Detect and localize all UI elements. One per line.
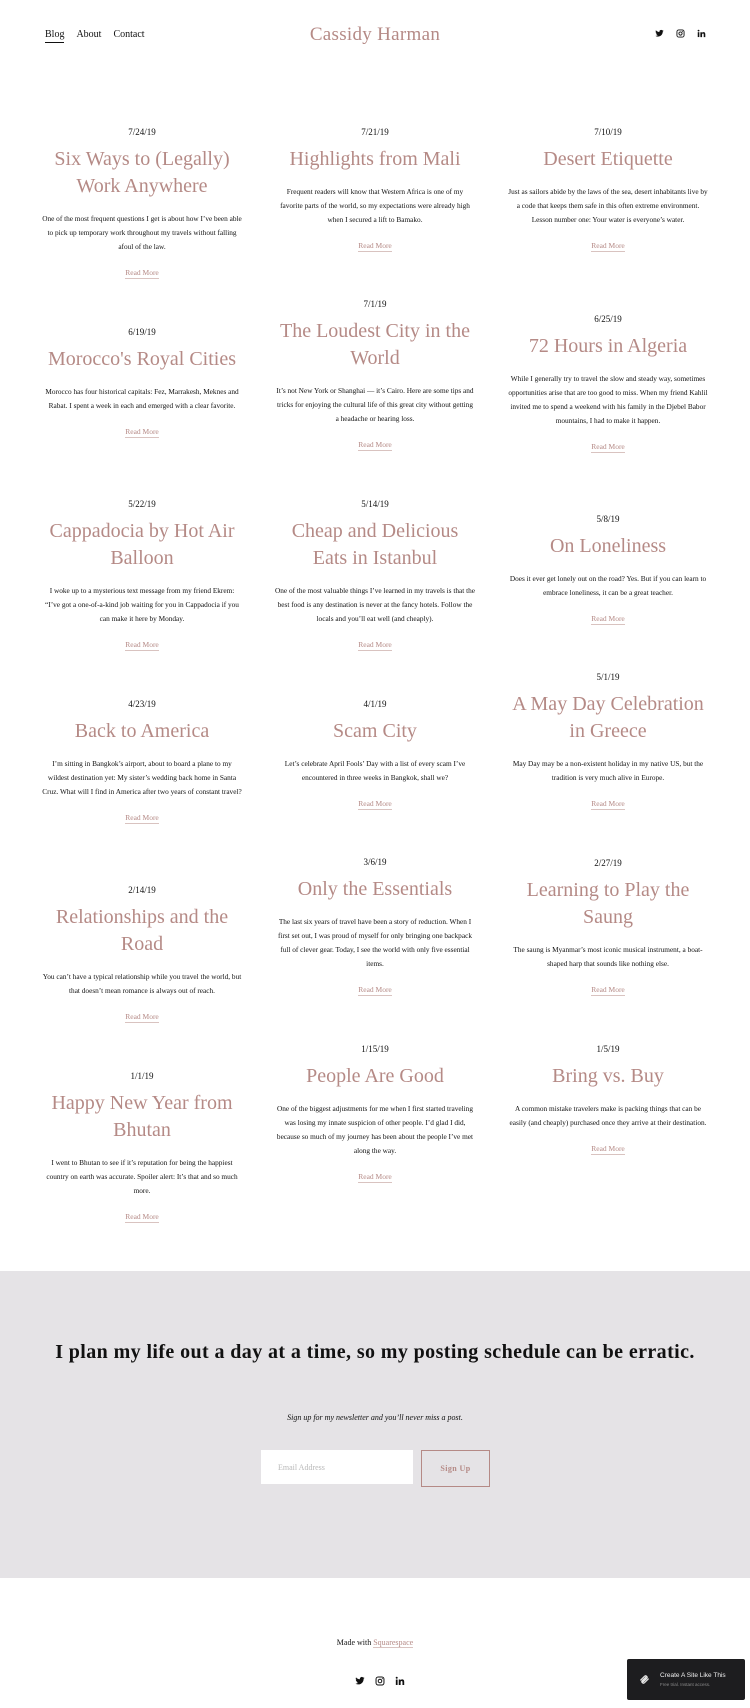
post-title[interactable]: Relationships and the Road <box>55 906 229 955</box>
post-title[interactable]: Six Ways to (Legally) Work Anywhere <box>54 148 230 197</box>
post-title[interactable]: On Loneliness <box>549 535 667 557</box>
blog-post <box>275 499 475 652</box>
blog-post <box>42 499 242 652</box>
post-excerpt: Just as sailors abide by the laws of the sea, desert inhabitants live by a code that keeps them safe in this often extreme environment. Lesson number one: Your water is everyone’s water. <box>508 187 708 224</box>
post-title[interactable]: Cappadocia by Hot Air Balloon <box>49 520 235 569</box>
post-excerpt: I went to Bhutan to see if it’s reputation for being the happiest country on earth was accurate. Spoiler alert: It’s that and so much more. <box>46 1158 238 1195</box>
made-with-label: Made with <box>336 1638 372 1647</box>
post-title[interactable]: Desert Etiquette <box>543 148 673 170</box>
read-more-link[interactable]: Read More <box>591 1144 625 1153</box>
post-excerpt: A common mistake travelers make is packing things that can be easily (and cheaply) purchased once they arrive at their destination. <box>509 1104 707 1127</box>
post-title[interactable]: Learning to Play the Saung <box>526 879 690 928</box>
post-excerpt: May Day may be a non-existent holiday in my native US, but the tradition is very much alive in Europe. <box>512 759 704 782</box>
post-title[interactable]: Bring vs. Buy <box>552 1065 664 1087</box>
blog-post <box>42 127 242 280</box>
post-title[interactable]: Back to America <box>74 720 210 742</box>
blog-post <box>42 327 242 439</box>
header-social-links <box>655 29 706 38</box>
post-title[interactable]: Only the Essentials <box>297 878 453 900</box>
read-more-link[interactable]: Read More <box>125 1012 159 1021</box>
blog-post <box>275 299 475 452</box>
post-date: 4/23/19 <box>128 699 156 709</box>
squarespace-logo-icon <box>638 1673 651 1686</box>
post-title[interactable]: A May Day Celebration in Greece <box>512 693 704 742</box>
read-more-link[interactable]: Read More <box>358 440 392 449</box>
newsletter-section <box>0 1271 750 1578</box>
post-date: 7/24/19 <box>128 127 156 137</box>
footer-social-links <box>355 1676 405 1686</box>
site-title[interactable]: Cassidy Harman <box>309 24 441 45</box>
nav-about[interactable]: About <box>76 29 102 40</box>
post-date: 7/1/19 <box>363 299 387 309</box>
post-excerpt: One of the most valuable things I’ve learned in my travels is that the best food is any destination is never at the fancy hotels. Follow the locals and you’ll eat well (and cheaply). <box>275 586 476 623</box>
post-excerpt: One of the most frequent questions I get is about how I’ve been able to pick up temporary work throughout my travels without falling afoul of the law. <box>42 214 242 251</box>
linkedin-icon[interactable] <box>697 29 706 38</box>
post-excerpt: Frequent readers will know that Western Africa is one of my favorite parts of the world, so my expectations were already high when I secured a lift to Bamako. <box>280 187 470 224</box>
post-date: 1/5/19 <box>596 1044 620 1054</box>
newsletter-heading: I plan my life out a day at a time, so my posting schedule can be erratic. <box>55 1341 695 1363</box>
post-date: 6/25/19 <box>594 314 622 324</box>
blog-post <box>275 857 475 997</box>
blog-post <box>508 514 708 626</box>
blog-post <box>275 1044 475 1184</box>
blog-post <box>508 1044 708 1156</box>
blog-post <box>275 127 475 253</box>
blog-post <box>275 699 475 811</box>
read-more-link[interactable]: Read More <box>358 640 392 649</box>
post-date: 2/27/19 <box>594 858 622 868</box>
read-more-link[interactable]: Read More <box>591 799 625 808</box>
squarespace-link[interactable]: Squarespace <box>373 1638 414 1647</box>
post-date: 6/19/19 <box>128 327 156 337</box>
blog-post <box>42 885 242 1024</box>
post-date: 3/6/19 <box>363 857 387 867</box>
post-title[interactable]: Scam City <box>333 720 417 742</box>
post-date: 7/21/19 <box>361 127 389 137</box>
read-more-link[interactable]: Read More <box>125 427 159 436</box>
blog-post <box>42 699 242 825</box>
badge-title: Create A Site Like This <box>660 1672 726 1679</box>
post-title[interactable]: Highlights from Mali <box>289 148 461 170</box>
post-date: 5/8/19 <box>596 514 620 524</box>
post-title[interactable]: Happy New Year from Bhutan <box>51 1092 233 1141</box>
read-more-link[interactable]: Read More <box>125 640 159 649</box>
post-date: 5/22/19 <box>128 499 156 509</box>
post-date: 5/14/19 <box>361 499 389 509</box>
post-title[interactable]: 72 Hours in Algeria <box>528 335 688 357</box>
post-excerpt: Morocco has four historical capitals: Fez, Marrakesh, Meknes and Rabat. I spent a week in each and emerged with a clear favorite. <box>45 387 239 410</box>
post-title[interactable]: Cheap and Delicious Eats in Istanbul <box>291 520 459 569</box>
read-more-link[interactable]: Read More <box>591 442 625 451</box>
read-more-link[interactable]: Read More <box>125 268 159 277</box>
post-date: 4/1/19 <box>363 699 387 709</box>
post-excerpt: I’m sitting in Bangkok’s airport, about to board a plane to my wildest destination yet: My sister’s wedding back home in Santa Cruz. What will I find in America after two years of constant travel? <box>42 759 242 796</box>
twitter-icon[interactable] <box>655 29 664 38</box>
badge-subtitle: Free trial. Instant access. <box>660 1682 711 1687</box>
post-title[interactable]: The Loudest City in the World <box>280 320 470 369</box>
post-excerpt: It’s not New York or Shanghai — it’s Cairo. Here are some tips and tricks for enjoying the cultural life of this great city without getting a headache or hearing loss. <box>276 386 474 423</box>
blog-post <box>42 1071 242 1224</box>
email-input[interactable] <box>261 1450 413 1484</box>
sign-up-button[interactable]: Sign Up <box>421 1450 490 1487</box>
read-more-link[interactable]: Read More <box>591 985 625 994</box>
post-excerpt: The last six years of travel have been a story of reduction. When I first set out, I was proud of myself for only bringing one backpack full of clever gear. Today, I see the world with only five essential items. <box>278 917 472 968</box>
post-title[interactable]: Morocco's Royal Cities <box>47 348 237 370</box>
blog-post <box>508 127 708 253</box>
instagram-icon[interactable] <box>676 29 685 38</box>
twitter-icon[interactable] <box>355 1676 365 1686</box>
read-more-link[interactable]: Read More <box>125 813 159 822</box>
read-more-link[interactable]: Read More <box>358 1172 392 1181</box>
post-excerpt: I woke up to a mysterious text message from my friend Ekrem: “I’ve got a one-of-a-kind job waiting for you in Cappadocia if you can make it here by Monday. <box>45 586 239 623</box>
linkedin-icon[interactable] <box>395 1676 405 1686</box>
nav-blog[interactable]: Blog <box>45 29 64 43</box>
create-site-badge[interactable] <box>627 1659 745 1700</box>
post-excerpt: One of the biggest adjustments for me when I first started traveling was losing my innate suspicion of other people. I’d glad I did, because so much of my journey has been about the people I’ve met along the way. <box>276 1104 474 1155</box>
blog-post <box>508 314 708 454</box>
blog-post <box>508 672 708 811</box>
post-excerpt: Does it ever get lonely out on the road? Yes. But if you can learn to embrace loneliness, it can be a great teacher. <box>509 574 707 597</box>
post-excerpt: While I generally try to travel the slow and steady way, sometimes opportunities arise that are too good to miss. When my friend Kahlil invited me to spend a weekend with his family in the Djebel Babor mountains, I had to make it happen. <box>508 374 708 425</box>
post-excerpt: The saung is Myanmar’s most iconic musical instrument, a boat-shaped harp that sounds like nothing else. <box>513 945 703 968</box>
post-date: 1/15/19 <box>361 1044 389 1054</box>
post-date: 5/1/19 <box>596 672 620 682</box>
nav-contact[interactable]: Contact <box>113 29 145 40</box>
read-more-link[interactable]: Read More <box>358 241 392 250</box>
post-date: 7/10/19 <box>594 127 622 137</box>
post-date: 1/1/19 <box>130 1071 154 1081</box>
blog-post <box>508 858 708 997</box>
post-excerpt: Let’s celebrate April Fools’ Day with a list of every scam I’ve encountered in three weeks in Bangkok, shall we? <box>284 759 466 782</box>
post-excerpt: You can’t have a typical relationship while you travel the world, but that doesn’t mean romance is always out of reach. <box>42 972 242 995</box>
read-more-link[interactable]: Read More <box>591 241 625 250</box>
made-with-text <box>0 1638 750 1647</box>
post-title[interactable]: People Are Good <box>306 1065 444 1087</box>
site-header <box>0 0 750 70</box>
newsletter-subheading: Sign up for my newsletter and you’ll never miss a post. <box>287 1413 463 1422</box>
read-more-link[interactable]: Read More <box>125 1212 159 1221</box>
read-more-link[interactable]: Read More <box>358 985 392 994</box>
post-date: 2/14/19 <box>128 885 156 895</box>
read-more-link[interactable]: Read More <box>591 614 625 623</box>
read-more-link[interactable]: Read More <box>358 799 392 808</box>
instagram-icon[interactable] <box>375 1676 385 1686</box>
